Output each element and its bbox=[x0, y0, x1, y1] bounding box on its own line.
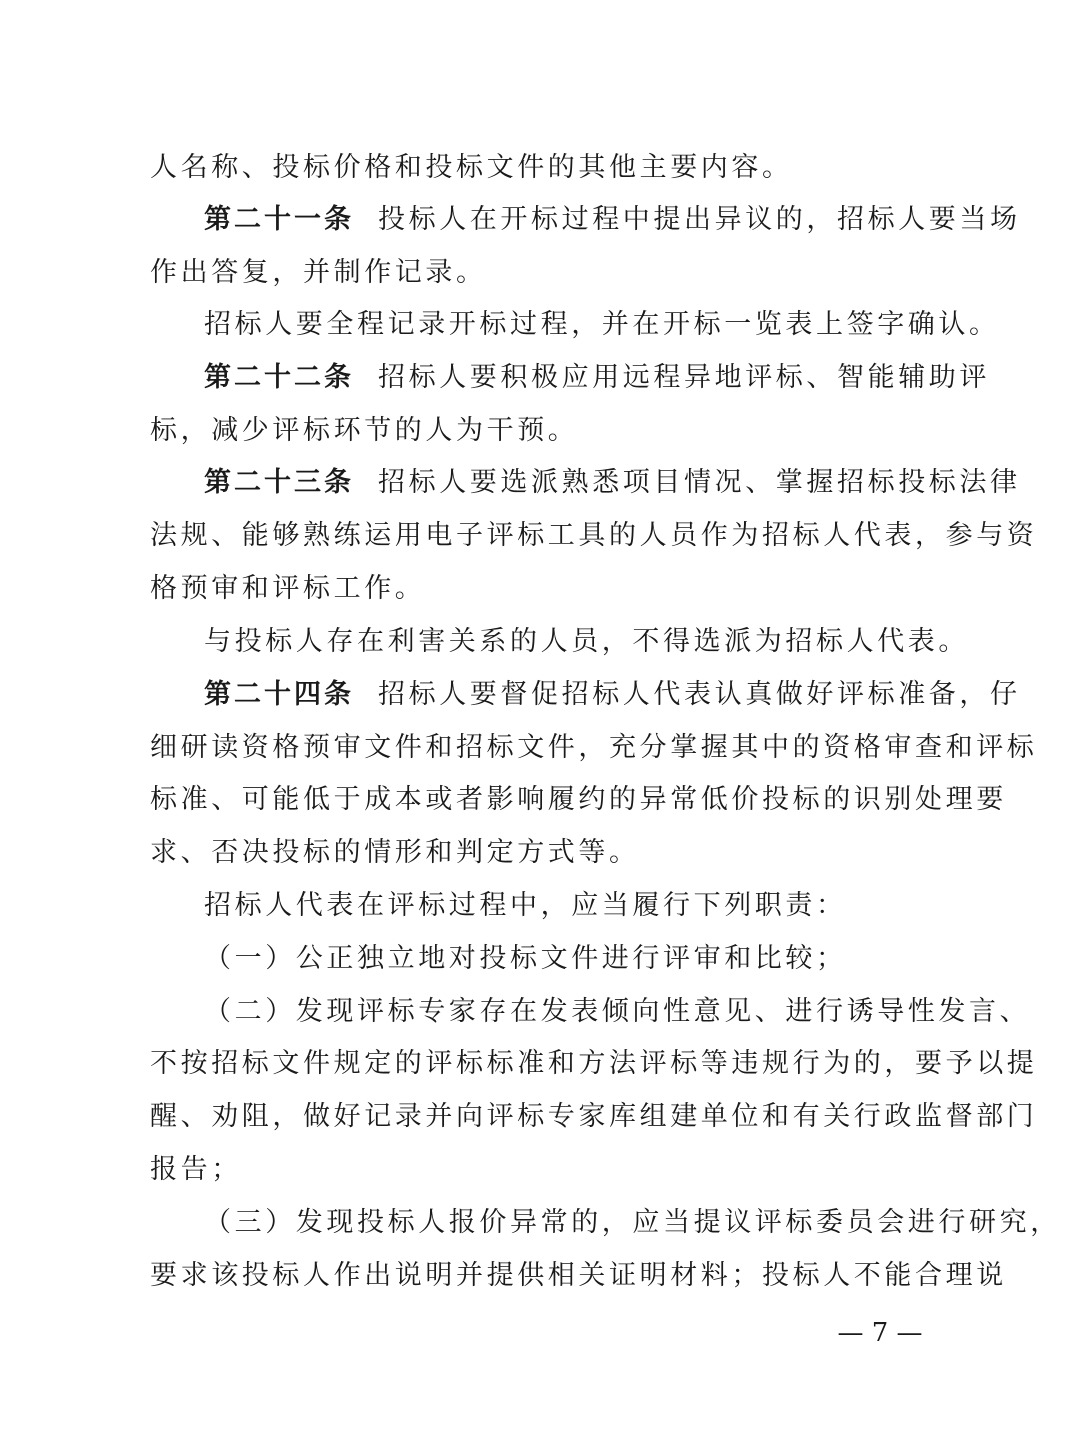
paragraph-line: 求、否决投标的情形和判定方式等。 bbox=[150, 837, 640, 868]
paragraph-line: 法规、能够熟练运用电子评标工具的人员作为招标人代表，参与资 bbox=[150, 520, 1038, 551]
article-heading: 第二十四条 bbox=[204, 679, 354, 710]
paragraph-line: 醒、劝阻，做好记录并向评标专家库组建单位和有关行政监督部门 bbox=[150, 1101, 1038, 1132]
paragraph-line: 作出答复，并制作记录。 bbox=[150, 257, 487, 288]
article-21-line bbox=[204, 200, 1021, 240]
paragraph-line: 招标人要全程记录开标过程，并在开标一览表上签字确认。 bbox=[204, 309, 1000, 340]
list-item: （一）公正独立地对投标文件进行评审和比较； bbox=[204, 943, 847, 974]
article-heading: 第二十二条 bbox=[204, 362, 354, 393]
article-23-line bbox=[204, 463, 1021, 503]
paragraph-line: 细研读资格预审文件和招标文件，充分掌握其中的资格审查和评标 bbox=[150, 732, 1038, 763]
article-text: 投标人在开标过程中提出异议的，招标人要当场 bbox=[378, 204, 1021, 235]
list-item: （三）发现投标人报价异常的，应当提议评标委员会进行研究， bbox=[204, 1207, 1061, 1238]
paragraph-line: 格预审和评标工作。 bbox=[150, 573, 426, 604]
article-text: 招标人要督促招标人代表认真做好评标准备，仔 bbox=[378, 679, 1021, 710]
paragraph-line: 人名称、投标价格和投标文件的其他主要内容。 bbox=[150, 152, 793, 183]
article-22-line bbox=[204, 358, 990, 398]
paragraph-line: 招标人代表在评标过程中，应当履行下列职责： bbox=[204, 890, 847, 921]
paragraph-line: 标准、可能低于成本或者影响履约的异常低价投标的识别处理要 bbox=[150, 784, 1007, 815]
article-heading: 第二十一条 bbox=[204, 204, 354, 235]
list-item: （二）发现评标专家存在发表倾向性意见、进行诱导性发言、 bbox=[204, 996, 1031, 1027]
paragraph-line: 报告； bbox=[150, 1154, 242, 1185]
paragraph-line: 与投标人存在利害关系的人员，不得选派为招标人代表。 bbox=[204, 626, 969, 657]
page-number: — 7 — bbox=[837, 1318, 923, 1348]
article-text: 招标人要选派熟悉项目情况、掌握招标投标法律 bbox=[378, 467, 1021, 498]
article-text: 招标人要积极应用远程异地评标、智能辅助评 bbox=[378, 362, 990, 393]
paragraph-line: 不按招标文件规定的评标标准和方法评标等违规行为的，要予以提 bbox=[150, 1048, 1038, 1079]
article-heading: 第二十三条 bbox=[204, 467, 354, 498]
paragraph-line: 标，减少评标环节的人为干预。 bbox=[150, 415, 579, 446]
paragraph-line: 要求该投标人作出说明并提供相关证明材料；投标人不能合理说 bbox=[150, 1260, 1007, 1291]
article-24-line bbox=[204, 675, 1021, 715]
